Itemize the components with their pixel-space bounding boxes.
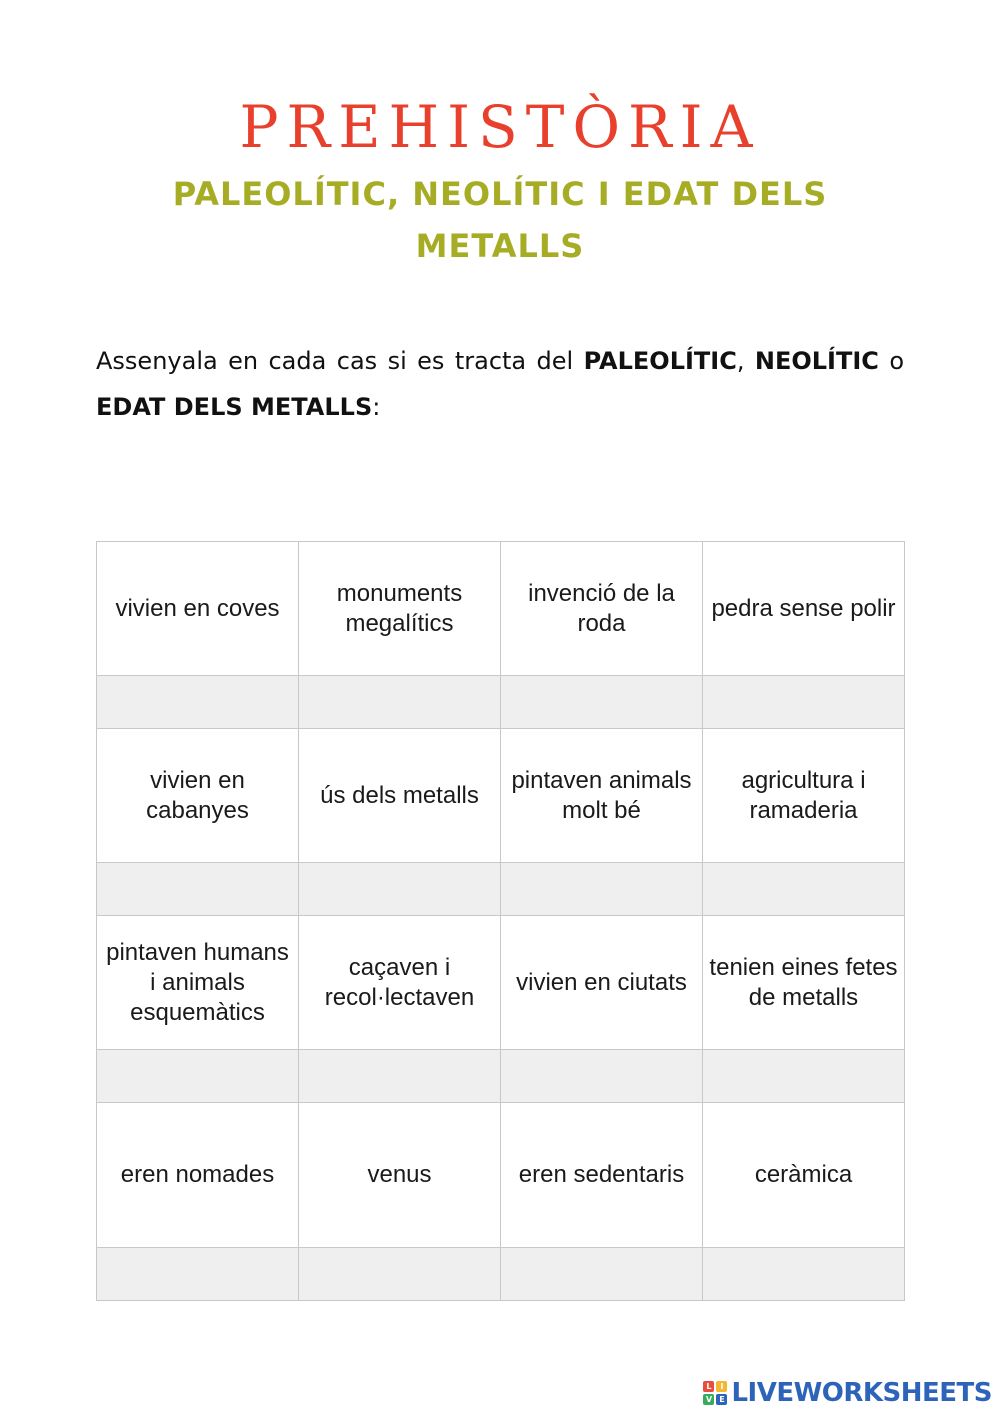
- answer-field[interactable]: [97, 676, 299, 729]
- statement-row: [97, 916, 905, 1050]
- statement-cell: vivien en cabanyes: [97, 729, 299, 863]
- statement-cell: monuments megalítics: [299, 542, 501, 676]
- option-paleolitic: PALEOLÍTIC: [583, 347, 737, 375]
- statement-cell: agricultura i ramaderia: [703, 729, 905, 863]
- statement-cell: pedra sense polir: [703, 542, 905, 676]
- watermark-text: LIVEWORKSHEETS: [731, 1378, 992, 1408]
- answer-field[interactable]: [703, 1248, 905, 1301]
- logo-letter: I: [716, 1381, 727, 1392]
- option-edat-dels-metalls: EDAT DELS METALLS: [96, 393, 373, 421]
- answer-row: [97, 863, 905, 916]
- statement-cell: pintaven animals molt bé: [501, 729, 703, 863]
- statement-cell: ceràmica: [703, 1103, 905, 1248]
- liveworksheets-watermark: [703, 1376, 992, 1410]
- answer-field[interactable]: [501, 676, 703, 729]
- answer-field[interactable]: [299, 676, 501, 729]
- statement-cell: invenció de la roda: [501, 542, 703, 676]
- instructions-separator: o: [878, 347, 905, 375]
- answer-row: [97, 1248, 905, 1301]
- instructions-separator: ,: [736, 347, 755, 375]
- page-title: PREHISTÒRIA: [239, 93, 761, 161]
- answer-field[interactable]: [703, 1050, 905, 1103]
- statement-row: [97, 542, 905, 676]
- answer-field[interactable]: [97, 863, 299, 916]
- answer-field[interactable]: [501, 863, 703, 916]
- page-subtitle: PALEOLÍTIC, NEOLÍTIC I EDAT DELS METALLS: [172, 175, 828, 265]
- logo-letter: E: [716, 1394, 727, 1405]
- answer-field[interactable]: [501, 1050, 703, 1103]
- answer-field[interactable]: [703, 863, 905, 916]
- statement-row: [97, 729, 905, 863]
- liveworksheets-logo-icon: [703, 1381, 727, 1405]
- answer-field[interactable]: [703, 676, 905, 729]
- classification-table: [96, 541, 905, 1301]
- statement-row: [97, 1103, 905, 1248]
- statement-cell: vivien en coves: [97, 542, 299, 676]
- logo-letter: L: [703, 1381, 714, 1392]
- statement-cell: caçaven i recol·lectaven: [299, 916, 501, 1050]
- option-neolitic: NEOLÍTIC: [754, 347, 879, 375]
- instructions-prefix: Assenyala en cada cas si es tracta del: [96, 347, 584, 375]
- statement-cell: tenien eines fetes de metalls: [703, 916, 905, 1050]
- statement-cell: vivien en ciutats: [501, 916, 703, 1050]
- answer-field[interactable]: [97, 1248, 299, 1301]
- answer-field[interactable]: [501, 1248, 703, 1301]
- statement-cell: ús dels metalls: [299, 729, 501, 863]
- statement-cell: eren nomades: [97, 1103, 299, 1248]
- instructions-suffix: :: [372, 393, 381, 421]
- statement-cell: pintaven humans i animals esquemàtics: [97, 916, 299, 1050]
- answer-field[interactable]: [97, 1050, 299, 1103]
- answer-row: [97, 1050, 905, 1103]
- statement-cell: eren sedentaris: [501, 1103, 703, 1248]
- answer-field[interactable]: [299, 1050, 501, 1103]
- statement-cell: venus: [299, 1103, 501, 1248]
- answer-field[interactable]: [299, 1248, 501, 1301]
- instructions: [96, 338, 904, 430]
- logo-letter: V: [703, 1394, 714, 1405]
- answer-field[interactable]: [299, 863, 501, 916]
- answer-row: [97, 676, 905, 729]
